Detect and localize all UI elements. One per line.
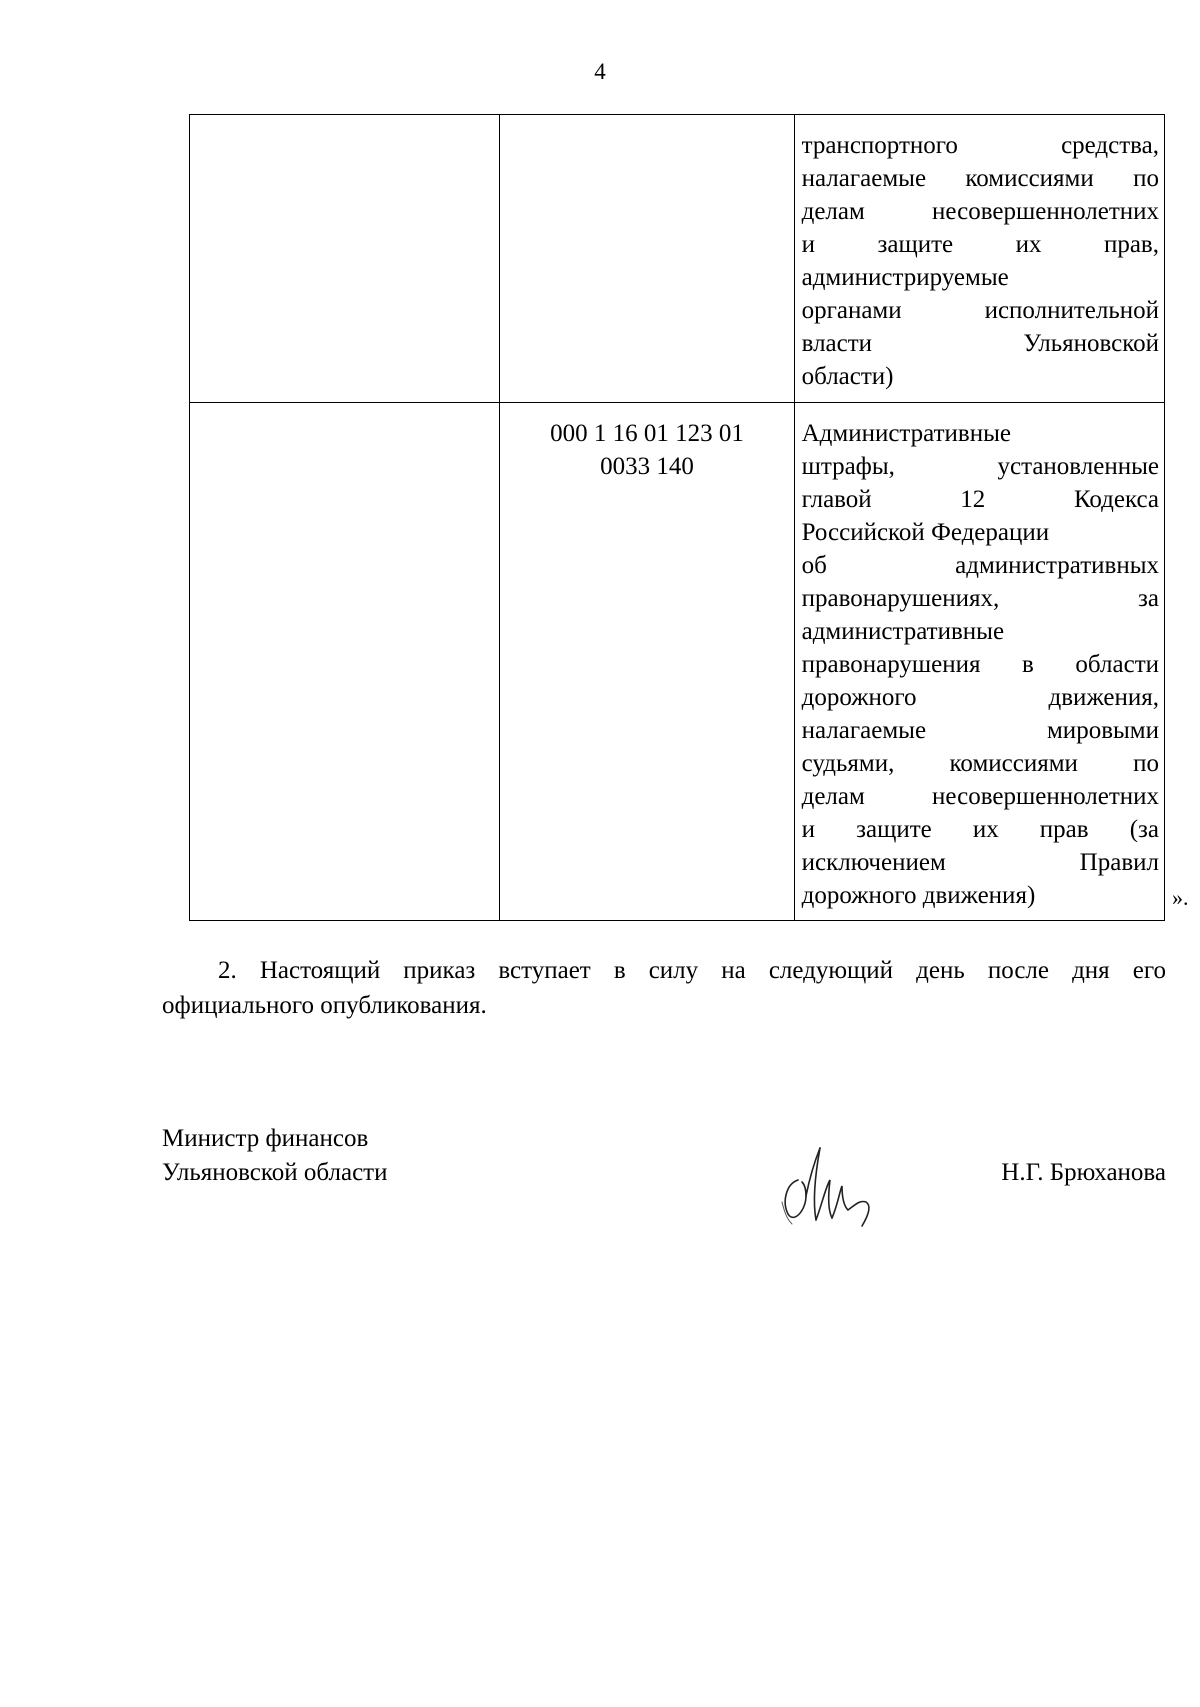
description-line: об административных: [801, 552, 1159, 579]
description-text: [795, 115, 1164, 393]
page-number: 4: [594, 59, 606, 84]
paragraph-line: 2. Настоящий приказ вступает в силу на следующий день после дня его: [218, 957, 1166, 984]
description-line: правонарушения в области: [801, 651, 1159, 678]
table-row: [190, 115, 1165, 403]
description-line: судьями, комиссиями по: [801, 750, 1159, 777]
budget-code-line: 0033 140: [600, 453, 694, 480]
table-row: [190, 403, 1165, 921]
signatory-title-line: Ульяновской области: [162, 1159, 388, 1186]
description-line: исключением Правил: [801, 849, 1159, 876]
description-line: дорожного движения): [801, 882, 1036, 909]
handwritten-signature: [776, 1140, 896, 1240]
signatory-title-line: Министр финансов: [162, 1125, 369, 1152]
table-cell-code: [500, 115, 794, 403]
description-line: администрируемые: [801, 264, 1009, 291]
signatory-title: [162, 1122, 387, 1190]
description-line: и защите их прав,: [801, 231, 1159, 258]
table-cell-empty: [190, 403, 500, 921]
description-line: и защите их прав (за: [801, 816, 1159, 843]
description-line: делам несовершеннолетних: [801, 783, 1159, 810]
description-line: дорожного движения,: [801, 684, 1159, 711]
description-line: Российской Федерации: [801, 519, 1050, 546]
description-text: [795, 403, 1164, 912]
description-line: власти Ульяновской: [801, 330, 1159, 357]
signatory-name: Н.Г. Брюханова: [1001, 1159, 1166, 1186]
description-line: правонарушениях, за: [801, 585, 1159, 612]
effective-date-paragraph: [162, 953, 1166, 1023]
description-line: административные: [801, 618, 1005, 645]
description-line: налагаемые комиссиями по: [801, 165, 1159, 192]
description-line: Административные: [801, 420, 1011, 447]
description-line: делам несовершеннолетних: [801, 198, 1159, 225]
description-line: органами исполнительной: [801, 297, 1159, 324]
table-cell-description: [794, 403, 1164, 921]
paragraph-line: официального опубликования.: [162, 992, 487, 1019]
description-line: главой 12 Кодекса: [801, 486, 1159, 513]
table-cell-empty: [190, 115, 500, 403]
description-line: налагаемые мировыми: [801, 717, 1159, 744]
closing-quote: ».: [1172, 885, 1189, 910]
description-line: области): [801, 363, 894, 390]
table-cell-code: [500, 403, 794, 921]
table-cell-description: [794, 115, 1164, 403]
description-line: штрафы, установленные: [801, 453, 1159, 480]
budget-classification-table: [189, 114, 1165, 921]
budget-code: [500, 403, 793, 483]
description-line: транспортного средства,: [801, 132, 1159, 159]
budget-code-line: 000 1 16 01 123 01: [550, 420, 744, 447]
